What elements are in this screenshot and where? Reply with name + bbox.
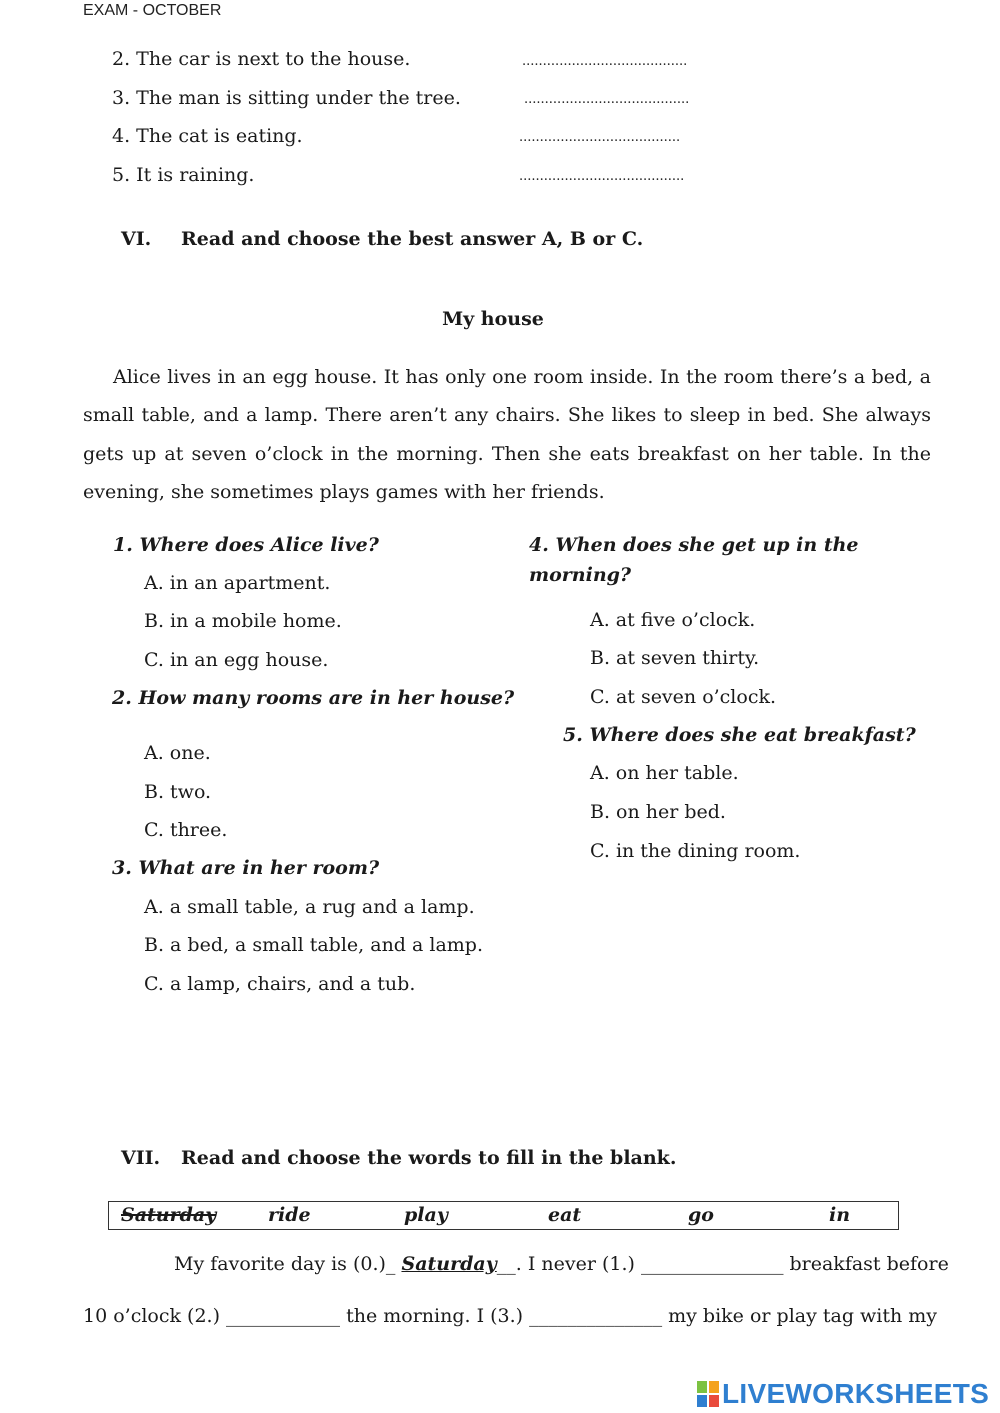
q1-option-a[interactable]: A. in an apartment. bbox=[144, 572, 331, 594]
q5-option-c[interactable]: C. in the dining room. bbox=[590, 840, 801, 862]
fill-text: My favorite day is (0.)_ bbox=[174, 1253, 402, 1275]
q3-option-c[interactable]: C. a lamp, chairs, and a tub. bbox=[144, 973, 416, 995]
word-bank-item: ride bbox=[268, 1204, 311, 1226]
q3-option-b[interactable]: B. a bed, a small table, and a lamp. bbox=[144, 934, 483, 956]
logo-icon bbox=[697, 1381, 719, 1407]
q2-option-c[interactable]: C. three. bbox=[144, 819, 228, 841]
answer-blank-3[interactable]: ........................................ bbox=[524, 92, 690, 107]
q4-option-a[interactable]: A. at five o’clock. bbox=[590, 609, 756, 631]
section-vii-number: VII. bbox=[121, 1147, 161, 1169]
exam-header: EXAM - OCTOBER bbox=[83, 2, 222, 19]
example-answer: Saturday bbox=[401, 1253, 497, 1275]
q5-option-b[interactable]: B. on her bed. bbox=[590, 801, 726, 823]
q3-option-a[interactable]: A. a small table, a rug and a lamp. bbox=[144, 896, 475, 918]
word-bank-item: eat bbox=[548, 1204, 582, 1226]
q2-option-b[interactable]: B. two. bbox=[144, 781, 212, 803]
q5-option-a[interactable]: A. on her table. bbox=[590, 762, 739, 784]
fill-in-line-2[interactable]: 10 o’clock (2.) ____________ the morning. I (3.) ______________ my bike or play tag with my bbox=[83, 1305, 938, 1327]
word-bank-item: go bbox=[688, 1204, 714, 1226]
answer-blank-4[interactable]: ....................................... bbox=[519, 130, 681, 145]
q4-option-b[interactable]: B. at seven thirty. bbox=[590, 647, 760, 669]
exercise-item-5: 5. It is raining. bbox=[112, 164, 255, 186]
q4-option-c[interactable]: C. at seven o’clock. bbox=[590, 686, 777, 708]
word-bank-item: play bbox=[404, 1204, 448, 1226]
q2-option-a[interactable]: A. one. bbox=[144, 742, 211, 764]
reading-passage: Alice lives in an egg house. It has only one room inside. In the room there’s a bed, a small table, and a lamp. There aren’t any chairs. She likes to sleep in bed. She always gets up at seven o’clock in the morning. Then she eats breakfast on her table. In the evening, she sometimes plays games with her friends. bbox=[83, 366, 931, 503]
question-4-line1: 4. When does she get up in the bbox=[529, 534, 859, 556]
fill-in-line-1 bbox=[174, 1253, 949, 1275]
word-bank bbox=[108, 1201, 899, 1230]
section-vi-instruction: Read and choose the best answer A, B or C. bbox=[181, 228, 644, 250]
word-bank-item-example: Saturday bbox=[121, 1204, 217, 1226]
exercise-item-3: 3. The man is sitting under the tree. bbox=[112, 87, 461, 109]
q1-option-b[interactable]: B. in a mobile home. bbox=[144, 610, 342, 632]
question-1: 1. Where does Alice live? bbox=[113, 534, 379, 556]
question-2: 2. How many rooms are in her house? bbox=[112, 687, 515, 709]
question-4-line2: morning? bbox=[529, 564, 632, 586]
question-3: 3. What are in her room? bbox=[112, 857, 380, 879]
logo-text: LIVEWORKSHEETS bbox=[722, 1378, 990, 1409]
answer-blank-5[interactable]: ........................................ bbox=[519, 169, 685, 184]
question-5: 5. Where does she eat breakfast? bbox=[563, 724, 916, 746]
section-vi-number: VI. bbox=[121, 228, 152, 250]
passage-title: My house bbox=[442, 308, 544, 330]
liveworksheets-logo bbox=[697, 1377, 989, 1411]
word-bank-item: in bbox=[829, 1204, 851, 1226]
q1-option-c[interactable]: C. in an egg house. bbox=[144, 649, 329, 671]
exercise-item-2: 2. The car is next to the house. bbox=[112, 48, 411, 70]
section-vii-instruction: Read and choose the words to fill in the blank. bbox=[181, 1147, 677, 1169]
exercise-item-4: 4. The cat is eating. bbox=[112, 125, 303, 147]
fill-text[interactable]: __. I never (1.) _______________ breakfast before bbox=[496, 1253, 949, 1275]
answer-blank-2[interactable]: ........................................ bbox=[522, 54, 688, 69]
